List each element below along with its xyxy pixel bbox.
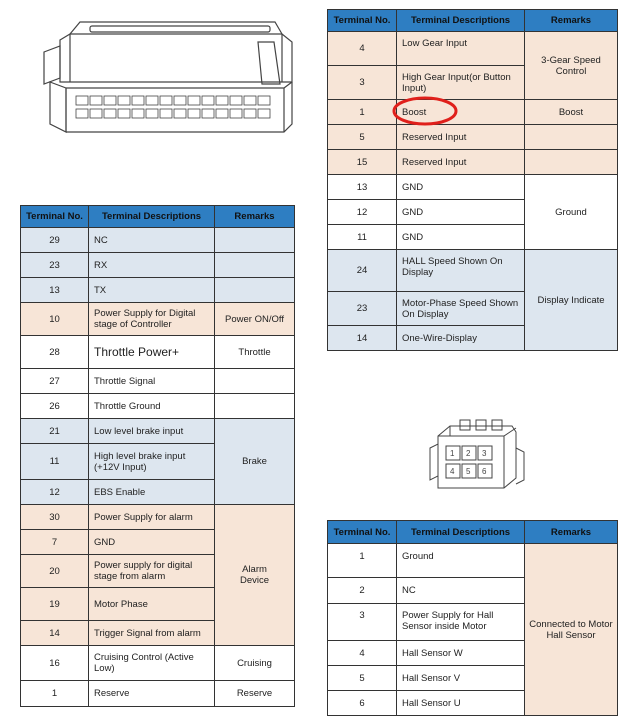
terminal-no: 1 xyxy=(328,544,397,578)
terminal-desc: Throttle Ground xyxy=(89,394,215,419)
terminal-desc: One-Wire-Display xyxy=(397,326,525,351)
terminal-no: 29 xyxy=(21,228,89,253)
table-row xyxy=(21,336,295,369)
table-row xyxy=(21,369,295,394)
header-terminal-no: Terminal No. xyxy=(328,521,397,544)
terminal-desc: Cruising Control (Active Low) xyxy=(89,646,215,681)
terminal-no: 6 xyxy=(328,691,397,716)
terminal-desc: Low Gear Input xyxy=(397,32,525,66)
table-row xyxy=(21,228,295,253)
header-remarks: Remarks xyxy=(215,206,295,228)
terminal-no: 12 xyxy=(328,200,397,225)
terminal-desc: High Gear Input(or Button Input) xyxy=(397,66,525,100)
table-row xyxy=(328,544,618,578)
terminal-desc: Throttle Signal xyxy=(89,369,215,394)
terminal-desc: GND xyxy=(397,175,525,200)
terminal-no: 3 xyxy=(328,604,397,641)
table-row xyxy=(328,250,618,292)
terminal-desc: High level brake input (+12V Input) xyxy=(89,444,215,480)
terminal-desc: Reserve xyxy=(89,681,215,707)
terminal-no: 27 xyxy=(21,369,89,394)
header-remarks: Remarks xyxy=(525,10,618,32)
terminal-desc: RX xyxy=(89,253,215,278)
terminal-no: 14 xyxy=(21,621,89,646)
table-row xyxy=(21,646,295,681)
table-row xyxy=(21,394,295,419)
terminal-desc: EBS Enable xyxy=(89,480,215,505)
remark-throttle: Throttle xyxy=(215,336,295,369)
terminal-desc: Reserved Input xyxy=(397,150,525,175)
terminal-desc: Reserved Input xyxy=(397,125,525,150)
terminal-desc: Power Supply for Hall Sensor inside Motor xyxy=(397,604,525,641)
hall-pin-label: 5 xyxy=(466,467,471,476)
terminal-no: 3 xyxy=(328,66,397,100)
terminal-no: 23 xyxy=(21,253,89,278)
terminal-no: 11 xyxy=(21,444,89,480)
terminal-desc: Trigger Signal from alarm xyxy=(89,621,215,646)
terminal-no: 12 xyxy=(21,480,89,505)
remark-cruising: Cruising xyxy=(215,646,295,681)
header-terminal-desc: Terminal Descriptions xyxy=(397,10,525,32)
terminal-desc: Ground xyxy=(397,544,525,578)
terminal-no: 30 xyxy=(21,505,89,530)
remark-brake: Brake xyxy=(215,419,295,505)
remark-gear: 3-Gear Speed Control xyxy=(525,32,618,100)
terminal-no: 4 xyxy=(328,32,397,66)
terminal-desc: Hall Sensor V xyxy=(397,666,525,691)
hall-pin-label: 3 xyxy=(482,449,487,458)
terminal-no: 7 xyxy=(21,530,89,555)
terminal-no: 14 xyxy=(328,326,397,351)
terminal-no: 28 xyxy=(21,336,89,369)
terminal-desc: NC xyxy=(397,578,525,604)
header-remarks: Remarks xyxy=(525,521,618,544)
table-row xyxy=(21,505,295,530)
terminal-no: 24 xyxy=(328,250,397,292)
terminal-desc: Motor Phase xyxy=(89,588,215,621)
right-bottom-pinout-table xyxy=(327,520,618,716)
terminal-desc: Low level brake input xyxy=(89,419,215,444)
terminal-desc: NC xyxy=(89,228,215,253)
terminal-desc: HALL Speed Shown On Display xyxy=(397,250,525,292)
terminal-desc: Power Supply for Digital stage of Controller xyxy=(89,303,215,336)
terminal-desc: GND xyxy=(397,225,525,250)
terminal-desc: TX xyxy=(89,278,215,303)
terminal-desc-boost xyxy=(397,100,525,125)
table-row xyxy=(328,100,618,125)
terminal-desc: Hall Sensor U xyxy=(397,691,525,716)
remark-boost: Boost xyxy=(525,100,618,125)
highlight-circle xyxy=(391,97,461,127)
terminal-no: 19 xyxy=(21,588,89,621)
boost-label: Boost xyxy=(402,106,427,118)
table-row xyxy=(328,125,618,150)
table-row xyxy=(328,150,618,175)
terminal-desc: Power Supply for alarm xyxy=(89,505,215,530)
header-terminal-desc: Terminal Descriptions xyxy=(397,521,525,544)
terminal-desc: Throttle Power+ xyxy=(89,336,215,369)
hall-pin-label: 4 xyxy=(450,467,455,476)
header-terminal-no: Terminal No. xyxy=(328,10,397,32)
terminal-desc: Motor-Phase Speed Shown On Display xyxy=(397,292,525,326)
terminal-desc: Power supply for digital stage from alarm xyxy=(89,555,215,588)
controller-connector-illustration xyxy=(30,12,300,152)
terminal-no: 2 xyxy=(328,578,397,604)
table-row xyxy=(328,32,618,66)
remark-reserve: Reserve xyxy=(215,681,295,707)
hall-connector-illustration xyxy=(420,418,530,498)
terminal-no: 5 xyxy=(328,125,397,150)
terminal-no: 20 xyxy=(21,555,89,588)
header-terminal-desc: Terminal Descriptions xyxy=(89,206,215,228)
terminal-no: 4 xyxy=(328,641,397,666)
terminal-no: 5 xyxy=(328,666,397,691)
table-row xyxy=(21,419,295,444)
terminal-desc: Hall Sensor W xyxy=(397,641,525,666)
remark-display: Display Indicate xyxy=(525,250,618,351)
hall-pin-label: 6 xyxy=(482,467,487,476)
table-row xyxy=(21,278,295,303)
right-top-pinout-table xyxy=(327,9,618,351)
left-pinout-table xyxy=(20,205,295,707)
terminal-no: 16 xyxy=(21,646,89,681)
terminal-no: 10 xyxy=(21,303,89,336)
table-row xyxy=(21,681,295,707)
terminal-desc: GND xyxy=(89,530,215,555)
terminal-no: 13 xyxy=(328,175,397,200)
remark-power: Power ON/Off xyxy=(215,303,295,336)
remark-hall: Connected to Motor Hall Sensor xyxy=(525,544,618,716)
terminal-no: 15 xyxy=(328,150,397,175)
table-row xyxy=(328,175,618,200)
terminal-desc: GND xyxy=(397,200,525,225)
terminal-no: 13 xyxy=(21,278,89,303)
terminal-no: 23 xyxy=(328,292,397,326)
hall-pin-label: 1 xyxy=(450,449,455,458)
remark-alarm: Alarm Device xyxy=(215,505,295,646)
terminal-no: 1 xyxy=(21,681,89,707)
terminal-no: 1 xyxy=(328,100,397,125)
hall-pin-label: 2 xyxy=(466,449,471,458)
remark-ground: Ground xyxy=(525,175,618,250)
terminal-no: 11 xyxy=(328,225,397,250)
table-row xyxy=(21,253,295,278)
terminal-no: 21 xyxy=(21,419,89,444)
header-terminal-no: Terminal No. xyxy=(21,206,89,228)
table-row xyxy=(21,303,295,336)
terminal-no: 26 xyxy=(21,394,89,419)
